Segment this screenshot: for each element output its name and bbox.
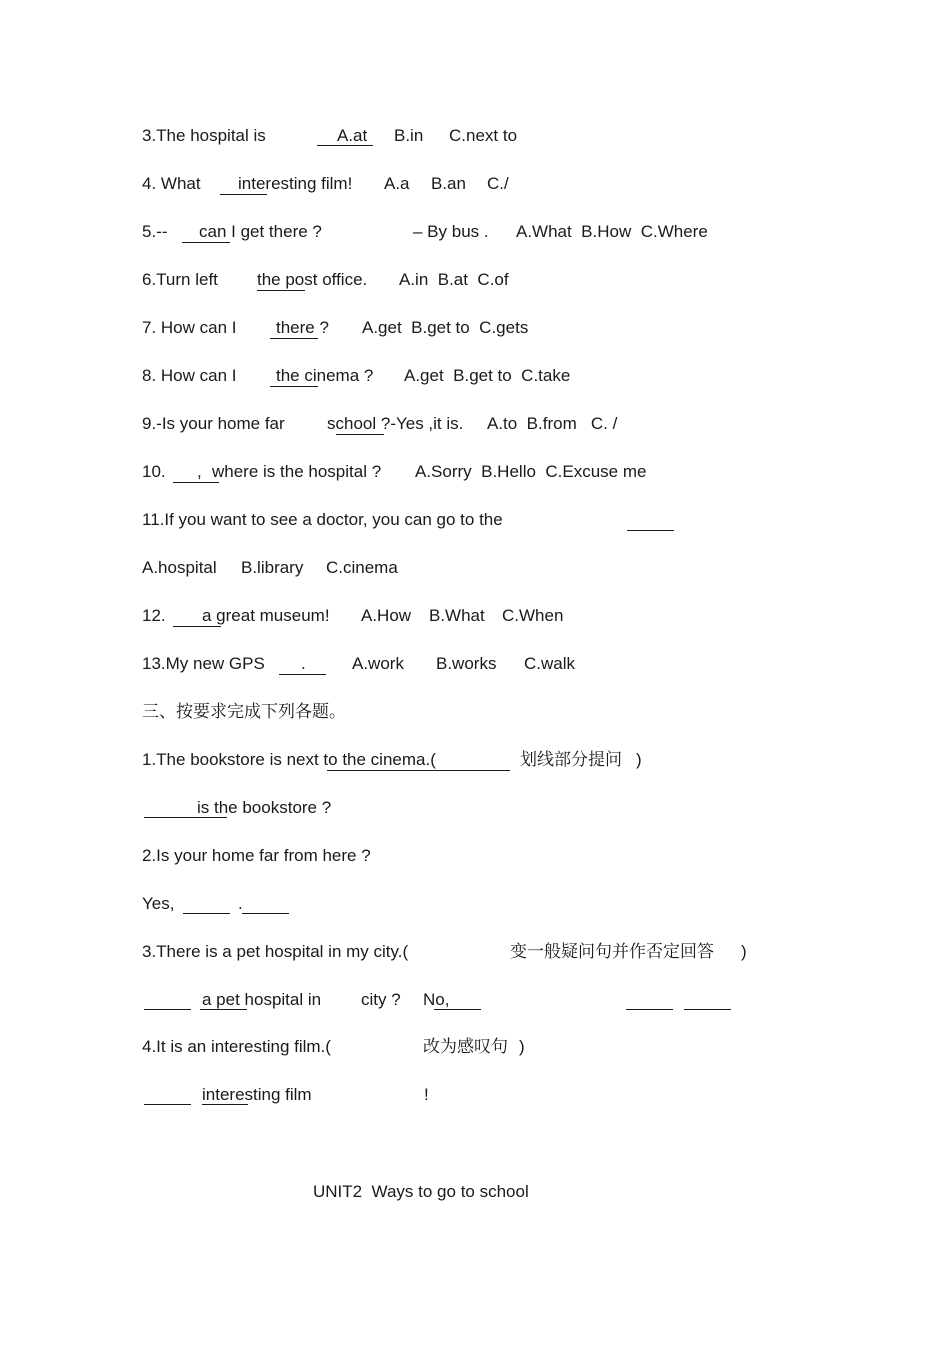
s2-blank-2[interactable]: [242, 913, 289, 914]
s4-close: ): [519, 1037, 525, 1056]
s3-blank-1[interactable]: [144, 1009, 191, 1010]
s2-answer-yes: Yes,: [142, 894, 175, 913]
q11-blank[interactable]: [627, 530, 674, 531]
q12-option-b: B.What: [429, 606, 485, 625]
s4-sentence: 4.It is an interesting film.(: [142, 1037, 331, 1056]
q10-number: 10.: [142, 462, 166, 481]
s3-instruction: 变一般疑问句并作否定回答: [510, 942, 714, 961]
s1-instruction: 划线部分提问: [520, 750, 622, 769]
q13-stem: 13.My new GPS: [142, 654, 265, 673]
unit-title: UNIT2 Ways to go to school: [313, 1182, 529, 1201]
q3-option-b: B.in: [394, 126, 424, 145]
s3-sentence: 3.There is a pet hospital in my city.(: [142, 942, 409, 961]
q13-dot: .: [301, 654, 306, 673]
s4-exclaim: !: [424, 1085, 429, 1104]
s3-no: No,: [423, 990, 450, 1009]
s1-underline: [327, 770, 510, 771]
q9-blank[interactable]: [336, 434, 384, 435]
q8-options: A.get B.get to C.take: [404, 366, 571, 385]
q12-stem-end: a great museum!: [202, 606, 330, 625]
q5-stem: 5.--: [142, 222, 168, 241]
q8-blank[interactable]: [270, 386, 318, 387]
q4-option-a: A.a: [384, 174, 410, 193]
q6-options: A.in B.at C.of: [399, 270, 509, 289]
q13-option-b: B.works: [436, 654, 497, 673]
s2-blank-1[interactable]: [183, 913, 230, 914]
q3-stem: 3.The hospital is: [142, 126, 266, 145]
s3-blank-2[interactable]: [200, 1009, 247, 1010]
s4-answer-text: interesting film: [202, 1085, 312, 1104]
q6-stem: 6.Turn left: [142, 270, 218, 289]
q10-stem-end: where is the hospital ?: [212, 462, 382, 481]
q3-option-a: A.at: [337, 126, 368, 145]
q9-stem-end: school ?-Yes ,it is.: [327, 414, 464, 433]
s3-city: city ?: [361, 990, 401, 1009]
q7-stem: 7. How can I: [142, 318, 237, 337]
q10-blank[interactable]: [173, 482, 219, 483]
q12-option-c: C.When: [502, 606, 564, 625]
s4-instruction: 改为感叹句: [423, 1037, 508, 1056]
q11-option-b: B.library: [241, 558, 304, 577]
q13-option-a: A.work: [352, 654, 404, 673]
q4-option-c: C./: [487, 174, 509, 193]
q3-option-c: C.next to: [449, 126, 518, 145]
q5-stem-end: can I get there ?: [199, 222, 322, 241]
q12-option-a: A.How: [361, 606, 412, 625]
q13-blank[interactable]: [279, 674, 326, 675]
q4-stem-end: interesting film!: [238, 174, 353, 193]
s3-blank-3[interactable]: [434, 1009, 481, 1010]
s4-blank-1[interactable]: [144, 1104, 191, 1105]
q13-option-c: C.walk: [524, 654, 576, 673]
s2-dot: .: [238, 894, 243, 913]
q6-blank[interactable]: [257, 290, 305, 291]
q7-options: A.get B.get to C.gets: [362, 318, 529, 337]
q11-stem: 11.If you want to see a doctor, you can go to the: [142, 510, 503, 529]
q10-options: A.Sorry B.Hello C.Excuse me: [415, 462, 647, 481]
section3-heading: 三、按要求完成下列各题。: [142, 702, 346, 721]
q12-blank[interactable]: [173, 626, 221, 627]
q8-stem-end: the cinema ?: [276, 366, 374, 385]
s2-sentence: 2.Is your home far from here ?: [142, 846, 371, 865]
s1-answer-text: is the bookstore ?: [197, 798, 332, 817]
s3-close: ): [741, 942, 747, 961]
q8-stem: 8. How can I: [142, 366, 237, 385]
q11-option-a: A.hospital: [142, 558, 217, 577]
s3-answer-text: a pet hospital in: [202, 990, 322, 1009]
q10-comma: ,: [197, 462, 202, 481]
q9-stem: 9.-Is your home far: [142, 414, 285, 433]
s3-blank-5[interactable]: [684, 1009, 731, 1010]
s3-blank-4[interactable]: [626, 1009, 673, 1010]
q12-number: 12.: [142, 606, 166, 625]
q6-stem-end: the post office.: [257, 270, 368, 289]
q5-options: A.What B.How C.Where: [516, 222, 708, 241]
q11-option-c: C.cinema: [326, 558, 398, 577]
s1-sentence: 1.The bookstore is next to the cinema.(: [142, 750, 436, 769]
q5-answer: – By bus .: [413, 222, 489, 241]
q7-blank[interactable]: [270, 338, 318, 339]
s1-close: ): [636, 750, 642, 769]
q9-options: A.to B.from C. /: [487, 414, 618, 433]
s4-blank-2[interactable]: [202, 1104, 248, 1105]
q4-option-b: B.an: [431, 174, 466, 193]
q5-blank[interactable]: [182, 242, 230, 243]
q4-stem: 4. What: [142, 174, 201, 193]
q4-blank[interactable]: [220, 194, 267, 195]
q7-stem-end: there ?: [276, 318, 329, 337]
